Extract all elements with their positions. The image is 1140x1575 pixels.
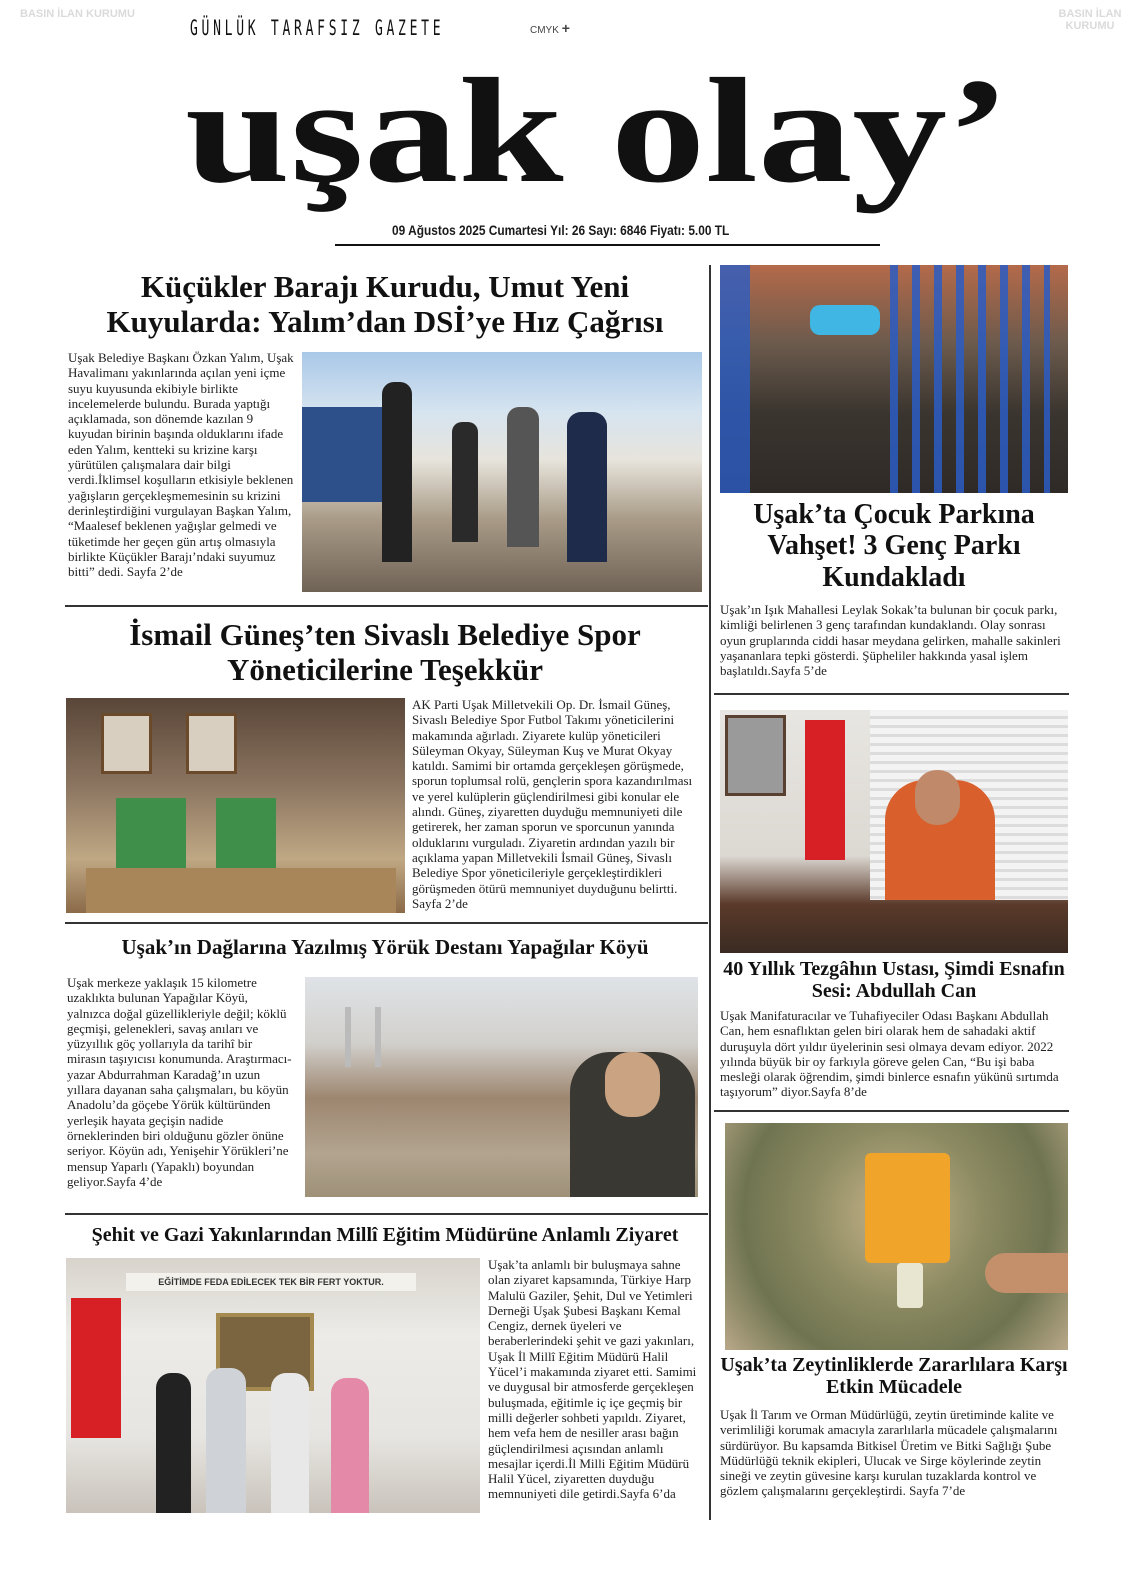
headline-yapaglar[interactable]: Uşak’ın Dağlarına Yazılmış Yörük Destanı Yapağılar Köyü [121, 935, 649, 959]
watermark: BASIN İLAN KURUMU [20, 8, 135, 20]
photo-football-club-visit[interactable] [66, 698, 405, 913]
headline-egitim[interactable]: Şehit ve Gazi Yakınlarından Millî Eğitim Müdürüne Anlamlı Ziyaret [91, 1224, 679, 1246]
photo-banner-text: EĞİTİMDE FEDA EDİLECEK TEK BİR FERT YOKTUR. [126, 1273, 416, 1291]
column-divider [709, 265, 711, 1520]
dateline: 09 Ağustos 2025 Cumartesi Yıl: 26 Sayı: 6846 Fiyatı: 5.00 TL [392, 222, 730, 238]
photo-abdullah-can[interactable] [720, 710, 1068, 953]
divider [714, 693, 1069, 695]
watermark: BASIN İLAN KURUMU [1058, 8, 1122, 32]
divider [65, 1213, 708, 1215]
article-body-egitim: Uşak’ta anlamlı bir buluşmaya sahne olan ziyaret kapsamında, Türkiye Harp Malulü Gaziler, Şehit, Dul ve Yetimleri Derneği Uşak Şubesi Başkanı Kemal Cengiz, dernek üyeleri ve beraberlerindeki şehit ve gazi yakınları, Uşak İl Millî Eğitim Müdürü Halil Yücel’i makamında ziyaret etti. Samimi ve duygusal bir atmosferde gerçekleşen buluşmada, eğitimle iç içe geçmiş bir milli değerler sohbeti yapıldı. Ziyaret, hem vefa hem de nesiller arası bağın güçlendirilmesi açısından anlamlı mesajlar içerdi.İl Milli Eğitim Müdürü Halil Yücel, ziyaretten duyduğu memnuniyeti dile getirdi.Sayfa 6’da [488, 1257, 697, 1502]
article-body-baraj: Uşak Belediye Başkanı Özkan Yalım, Uşak Havalimanı yakınlarında açılan yeni içme suyu kuyusunda ekibiyle birlikte incelemelerde bulundu. Burada yaptığı açıklamada, son dönemde kazılan 9 kuyudan birinin başında olduklarını ifade eden Yalım, kentteki su krizine karşı yürütülen çalışmalara dair bilgi verdi.İklimsel koşulların etkisiyle beklenen yağışların gerçekleşmemesinin su krizini derinleştirdiğini vurgulayan Başkan Yalım, “Maalesef beklenen yağışlar gelmedi ve tüketimde her geçen gün artış olmasıyla birlikte Küçükler Barajı’ndaki suyumuz bitti” dedi. Sayfa 2’de [68, 350, 294, 580]
masthead-tagline: GÜNLÜK TARAFSIZ GAZETE [190, 16, 445, 40]
cmyk-mark: CMYK + [530, 20, 570, 36]
photo-education-director-visit[interactable] [66, 1258, 480, 1513]
photo-burned-playground[interactable] [720, 265, 1068, 493]
article-body-gunes: AK Parti Uşak Milletvekili Op. Dr. İsmail Güneş, Sivaslı Belediye Spor Futbol Takımı yöneticilerini makamında ağırladı. Ziyarete kulüp yöneticileri Süleyman Okyay, Süleyman Kuş ve Murat Okyay katıldı. Samimi bir ortamda gerçekleşen görüşmede, sporun toplumsal rolü, gençlerin spora kazandırılması ve yerel kulüplerin güçlendirilmesi gibi konular ele alındı. Güneş, ziyaretten duyduğu memnuniyeti dile getirerek, her zaman sporun ve sporcunun yanında olduklarını vurguladı. Ziyaretin ardından yazılı bir açıklama yapan Milletvekili İsmail Güneş, Sivaslı Belediye Spor yöneticileriyle gerçekleştirdikleri görüşmeden ötürü memnuniyet duyduğunu belirtti. Sayfa 2’de [412, 697, 693, 911]
headline-zeytin[interactable]: Uşak’ta Zeytinliklerde Zararlılara Karşı Etkin Mücadele [720, 1354, 1068, 1399]
divider [65, 605, 708, 607]
divider [335, 244, 880, 246]
newspaper-logo [180, 40, 1020, 230]
svg-text:uşak olay’: uşak olay’ [185, 48, 1010, 214]
divider [714, 1110, 1069, 1112]
article-body-park: Uşak’ın Işık Mahallesi Leylak Sokak’ta bulunan bir çocuk parkı, kimliği belirlenen 3 genç tarafından kundaklandı. Olay sonrası oyun gruplarında ciddi hasar meydana gelirken, mahalle sakinleri yaşananlara tepki gösterdi. Şüpheliler hakkında yasal işlem başlatıldı.Sayfa 5’de [720, 602, 1061, 679]
headline-baraj[interactable]: Küçükler Barajı Kurudu, Umut Yeni Kuyularda: Yalım’dan DSİ’ye Hız Çağrısı [106, 269, 664, 339]
divider [65, 922, 708, 924]
headline-park[interactable]: Uşak’ta Çocuk Parkına Vahşet! 3 Genç Parkı Kundakladı [753, 499, 1035, 593]
headline-gunes[interactable]: İsmail Güneş’ten Sivaslı Belediye Spor Yöneticilerine Teşekkür [129, 617, 641, 687]
photo-olive-trap[interactable] [725, 1123, 1068, 1350]
article-body-esnaf: Uşak Manifaturacılar ve Tuhafiyeciler Odası Başkanı Abdullah Can, hem esnaflıktan gelen biri olarak hem de sahadaki aktif duruşuyla dört yıldır üyelerinin sesi olmaya devam ediyor. 2022 yılında büyük bir oy farkıyla göreve gelen Can, “Bu işi baba mesleği olarak öğrendim, şimdi binlerce esnafın yükünü sırtımda taşıyorum” diyor.Sayfa 8’de [720, 1008, 1059, 1100]
article-body-zeytin: Uşak İl Tarım ve Orman Müdürlüğü, zeytin üretiminde kalite ve verimliliği korumak amacıyla zararlılarla mücadele çalışmalarını sürdürüyor. Bu kapsamda Bitkisel Üretim ve Bitki Sağlığı Şube Müdürlüğü teknik ekipleri, Ulucak ve Sirge köylerinde zeytin sineği ve zeytin güvesine karşı kurulan tuzaklarda kontrol ve gözlem çalışmalarını gerçekleştirdi. Sayfa 7’de [720, 1407, 1058, 1499]
article-body-yapaglar: Uşak merkeze yaklaşık 15 kilometre uzaklıkta bulunan Yapağılar Köyü, yalnızca doğal güzellikleriyle değil; köklü geçmişi, gelenekleri, savaş anıları ve yüzyıllık göç yollarıyla da tarihî bir mirasın taşıyıcısı konumunda. Araştırmacı-yazar Abdurrahman Karadağ’ın uzun yıllara dayanan saha çalışmaları, bu köyün Anadolu’da göçebe Yörük kültüründen yerleşik hayata geçişin nadide örneklerinden biri olduğunu gözler önüne seriyor. Köyün adı, Yenişehir Yörükleri’ne mensup Yaparlı (Yapaklı) boyundan geliyor.Sayfa 4’de [67, 975, 292, 1189]
photo-well-inspection[interactable] [302, 352, 702, 592]
photo-yapaglar-village[interactable] [305, 977, 698, 1197]
headline-esnaf[interactable]: 40 Yıllık Tezgâhın Ustası, Şimdi Esnafın Sesi: Abdullah Can [723, 958, 1065, 1003]
